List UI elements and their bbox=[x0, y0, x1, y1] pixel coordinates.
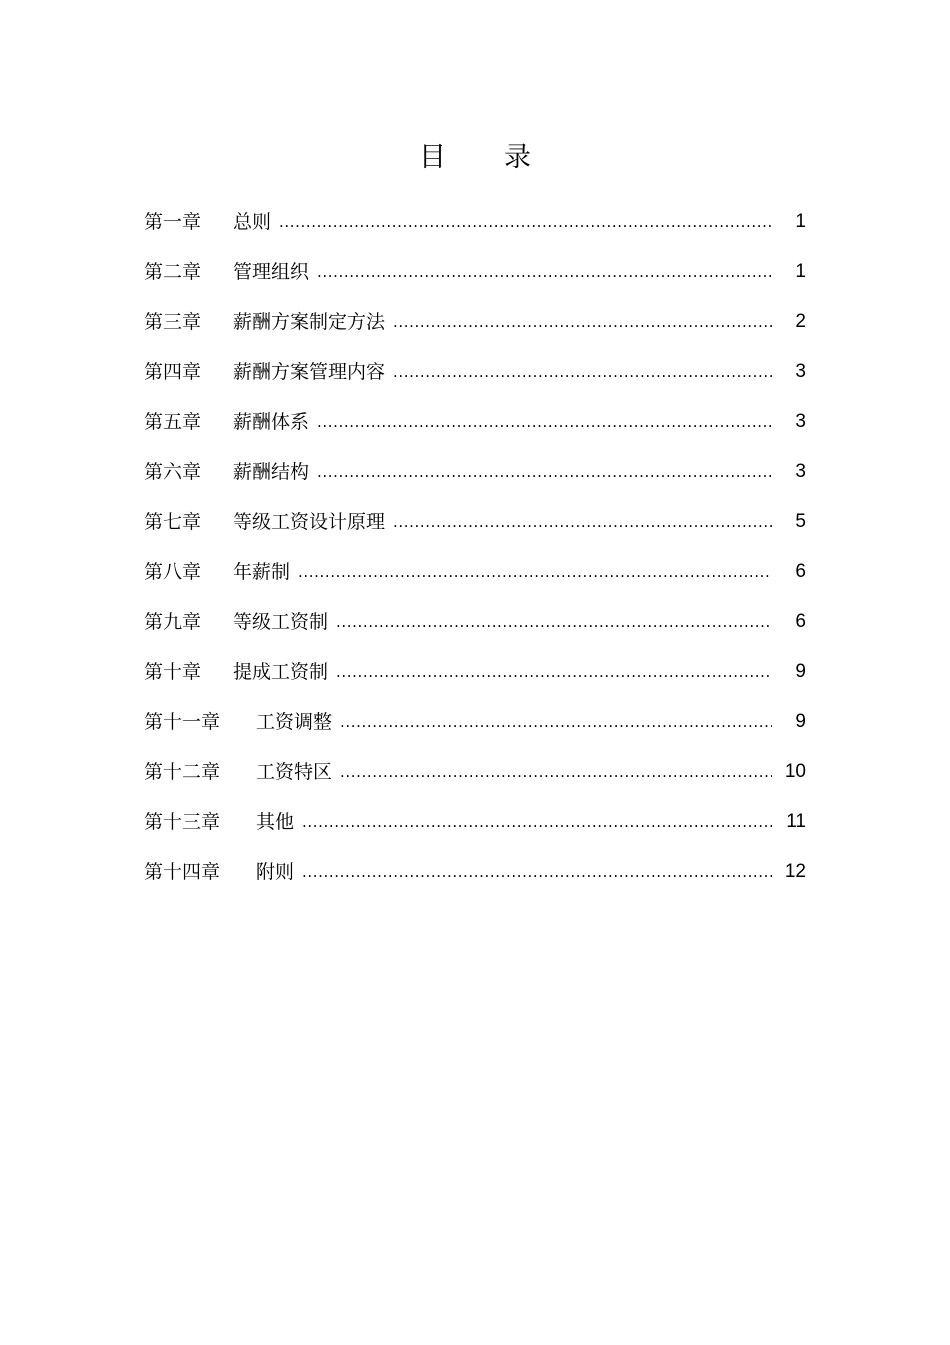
toc-chapter-name: 等级工资制 bbox=[233, 611, 329, 633]
toc-page-number: 3 bbox=[795, 361, 806, 382]
toc-leader-dots bbox=[393, 302, 772, 342]
toc-title-char-2: 录 bbox=[504, 142, 531, 173]
toc-leader-dots bbox=[336, 602, 772, 642]
toc-page-number: 12 bbox=[784, 861, 806, 882]
toc-chapter-number: 第五章 bbox=[144, 411, 202, 433]
toc-entry[interactable] bbox=[144, 497, 806, 547]
toc-chapter-name: 工资特区 bbox=[256, 761, 333, 783]
toc-leader-dots bbox=[393, 502, 772, 542]
toc-entry[interactable] bbox=[144, 397, 806, 447]
toc-entry[interactable] bbox=[144, 597, 806, 647]
toc-entry[interactable] bbox=[144, 297, 806, 347]
toc-chapter-name: 总则 bbox=[233, 211, 272, 233]
toc-page-number: 5 bbox=[795, 511, 806, 532]
toc-chapter-name: 工资调整 bbox=[256, 711, 333, 733]
toc-chapter-name: 薪酬方案管理内容 bbox=[233, 361, 386, 383]
toc-chapter-number: 第二章 bbox=[144, 261, 202, 283]
toc-chapter-name: 薪酬方案制定方法 bbox=[233, 311, 386, 333]
toc-chapter-number: 第十二章 bbox=[144, 761, 221, 783]
toc-chapter-name: 等级工资设计原理 bbox=[233, 511, 386, 533]
toc-entry[interactable] bbox=[144, 797, 806, 847]
toc-chapter-number: 第四章 bbox=[144, 361, 202, 383]
toc-chapter-number: 第三章 bbox=[144, 311, 202, 333]
toc-leader-dots bbox=[298, 552, 772, 592]
toc-page-number: 1 bbox=[795, 261, 806, 282]
toc-entry[interactable] bbox=[144, 347, 806, 397]
toc-chapter-name: 薪酬体系 bbox=[233, 411, 310, 433]
toc-entry[interactable] bbox=[144, 447, 806, 497]
toc-chapter-number: 第六章 bbox=[144, 461, 202, 483]
toc-page-number: 3 bbox=[795, 411, 806, 432]
toc-chapter-name: 管理组织 bbox=[233, 261, 310, 283]
toc-list bbox=[144, 197, 806, 897]
toc-page-number: 1 bbox=[795, 211, 806, 232]
toc-entry[interactable] bbox=[144, 247, 806, 297]
toc-chapter-number: 第八章 bbox=[144, 561, 202, 583]
toc-page-number: 9 bbox=[795, 661, 806, 682]
toc-title-char-1: 目 bbox=[419, 142, 446, 173]
toc-chapter-number: 第十三章 bbox=[144, 811, 221, 833]
toc-chapter-name: 年薪制 bbox=[233, 561, 291, 583]
toc-entry[interactable] bbox=[144, 747, 806, 797]
toc-leader-dots bbox=[302, 802, 772, 842]
toc-chapter-name: 其他 bbox=[256, 811, 295, 833]
toc-leader-dots bbox=[302, 852, 772, 892]
toc-leader-dots bbox=[317, 252, 772, 292]
toc-leader-dots bbox=[279, 202, 772, 242]
toc-page-number: 9 bbox=[795, 711, 806, 732]
toc-leader-dots bbox=[393, 352, 772, 392]
toc-chapter-number: 第一章 bbox=[144, 211, 202, 233]
toc-page-number: 11 bbox=[786, 811, 806, 832]
toc-chapter-number: 第十一章 bbox=[144, 711, 221, 733]
toc-page-number: 6 bbox=[795, 561, 806, 582]
toc-entry[interactable] bbox=[144, 547, 806, 597]
toc-leader-dots bbox=[340, 752, 772, 792]
toc-chapter-number: 第十四章 bbox=[144, 861, 221, 883]
toc-title bbox=[0, 138, 950, 178]
toc-leader-dots bbox=[336, 652, 772, 692]
toc-chapter-number: 第七章 bbox=[144, 511, 202, 533]
toc-leader-dots bbox=[317, 452, 772, 492]
toc-entry[interactable] bbox=[144, 647, 806, 697]
toc-page-number: 2 bbox=[795, 311, 806, 332]
toc-entry[interactable] bbox=[144, 697, 806, 747]
toc-entry[interactable] bbox=[144, 197, 806, 247]
toc-page-number: 6 bbox=[795, 611, 806, 632]
toc-chapter-number: 第九章 bbox=[144, 611, 202, 633]
toc-chapter-name: 附则 bbox=[256, 861, 295, 883]
toc-chapter-name: 薪酬结构 bbox=[233, 461, 310, 483]
toc-chapter-name: 提成工资制 bbox=[233, 661, 329, 683]
toc-page-number: 10 bbox=[784, 761, 806, 782]
toc-leader-dots bbox=[340, 702, 772, 742]
toc-entry[interactable] bbox=[144, 847, 806, 897]
toc-chapter-number: 第十章 bbox=[144, 661, 202, 683]
toc-page-number: 3 bbox=[795, 461, 806, 482]
toc-leader-dots bbox=[317, 402, 772, 442]
